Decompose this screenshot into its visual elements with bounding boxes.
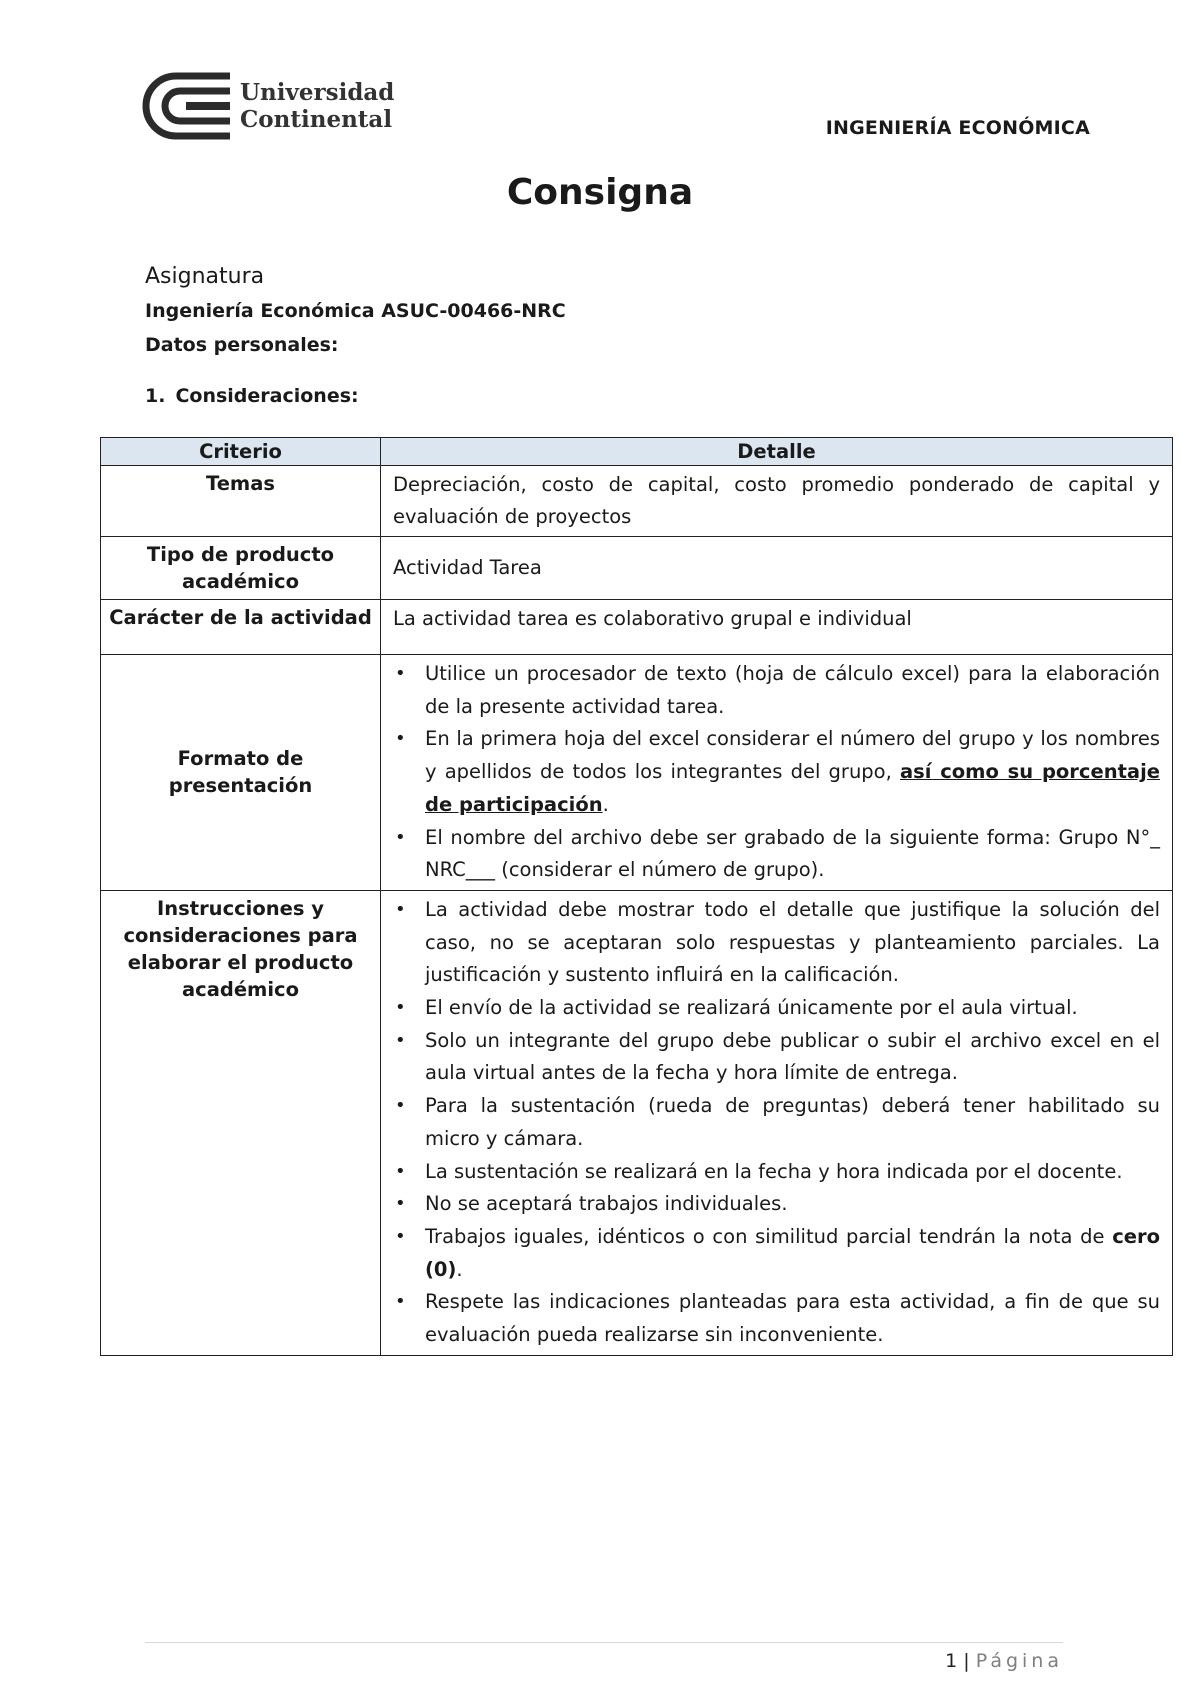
university-logo: [142, 70, 402, 142]
criterio-cell: Tipo de producto académico: [101, 537, 381, 600]
university-name: [240, 79, 394, 133]
section-title: Consideraciones:: [175, 385, 359, 407]
bullet-list: [393, 894, 1160, 1352]
page-label: Página: [975, 1650, 1063, 1672]
footer-divider: [145, 1642, 1063, 1643]
personal-data-label: Datos personales:: [145, 334, 339, 356]
list-item-text: Trabajos iguales, idénticos o con similitud parcial tendrán la nota de: [425, 1224, 1113, 1248]
logo-line-2: Continental: [240, 106, 393, 133]
table-header-row: [101, 438, 1173, 466]
table-row: [101, 600, 1173, 655]
list-item: [425, 1221, 1160, 1286]
list-item: [425, 723, 1160, 821]
bullet-list: [393, 658, 1160, 887]
criterio-cell: Carácter de la actividad: [101, 600, 381, 655]
table-row: [101, 466, 1173, 537]
course-code-line: Ingeniería Económica ASUC-00466-NRC: [145, 300, 566, 322]
list-item: • La actividad debe mostrar todo el detalle que justifique la solución del caso, no se aceptaran solo respuestas y planteamiento parciales. La justificación y sustento influirá en la calificación.: [425, 894, 1160, 992]
list-item: • No se aceptará trabajos individuales.: [425, 1188, 1160, 1221]
list-item: • Solo un integrante del grupo debe publicar o subir el archivo excel en el aula virtual antes de la fecha y hora límite de entrega.: [425, 1025, 1160, 1090]
considerations-table: [100, 437, 1173, 1356]
detalle-cell: La actividad tarea es colaborativo grupal e individual: [381, 600, 1173, 655]
criterio-cell: Instrucciones y consideraciones para elaborar el producto académico: [101, 890, 381, 1355]
list-item-text-end: .: [602, 792, 609, 816]
table-row: [101, 890, 1173, 1355]
list-item: • El nombre del archivo debe ser grabado de la siguiente forma: Grupo N°_ NRC___ (considerar el número de grupo).: [425, 822, 1160, 887]
criterio-cell: Temas: [101, 466, 381, 537]
list-item-text: En la primera hoja del excel considerar el número del grupo y los nombres y apellidos de todos los integrantes del grupo,: [425, 727, 1160, 784]
page-title: Consigna: [506, 172, 694, 213]
course-header: INGENIERÍA ECONÓMICA: [825, 117, 1090, 139]
asignatura-label: Asignatura: [145, 264, 265, 289]
criterio-cell: Formato de presentación: [101, 655, 381, 891]
university-logo-icon: [142, 71, 234, 141]
list-item: • La sustentación se realizará en la fecha y hora indicada por el docente.: [425, 1156, 1160, 1189]
emphasis-text: así como su porcentaje de participación: [425, 760, 1160, 816]
table-row: [101, 537, 1173, 600]
list-item: • El envío de la actividad se realizará únicamente por el aula virtual.: [425, 992, 1160, 1025]
list-item: • Respete las indicaciones planteadas para esta actividad, a fin de que su evaluación pueda realizarse sin inconveniente.: [425, 1286, 1160, 1351]
detalle-cell: [381, 655, 1173, 891]
page-number: 1: [945, 1650, 958, 1672]
list-item: • Para la sustentación (rueda de preguntas) deberá tener habilitado su micro y cámara.: [425, 1090, 1160, 1155]
table-row: [101, 655, 1173, 891]
emphasis-text: cero (0): [425, 1224, 1160, 1281]
detalle-cell: Actividad Tarea: [381, 537, 1173, 600]
detalle-cell: [381, 890, 1173, 1355]
logo-line-1: Universidad: [240, 79, 395, 106]
list-item: • Utilice un procesador de texto (hoja de cálculo excel) para la elaboración de la presente actividad tarea.: [425, 658, 1160, 723]
header-detalle: Detalle: [381, 438, 1173, 466]
footer-separator: |: [963, 1650, 970, 1672]
section-heading: [145, 385, 359, 407]
detalle-cell: Depreciación, costo de capital, costo promedio ponderado de capital y evaluación de proyectos: [381, 466, 1173, 537]
list-item-text-end: .: [456, 1257, 463, 1281]
header-criterio: Criterio: [101, 438, 381, 466]
page-footer: [945, 1650, 1063, 1672]
section-number: 1.: [145, 385, 166, 407]
